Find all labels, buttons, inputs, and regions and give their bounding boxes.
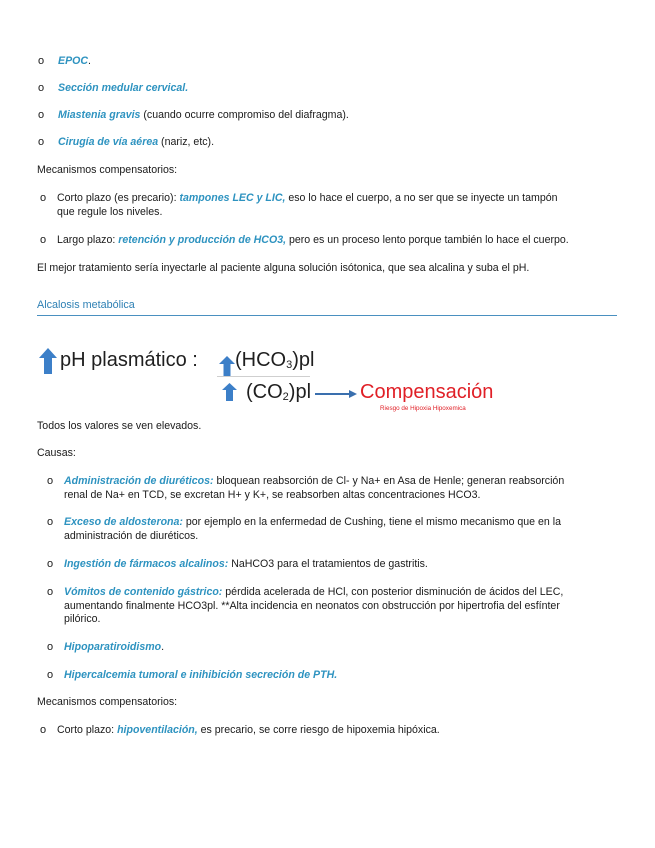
all-values-elevated: Todos los valores se ven elevados. xyxy=(37,420,202,432)
cause-farmacos-alcalinos: Ingestión de fármacos alcalinos: NaHCO3 para el tratamientos de gastritis. xyxy=(64,558,428,570)
right-arrow-icon xyxy=(315,389,357,399)
co2-label: (CO2)pl xyxy=(246,381,312,403)
best-treatment-paragraph: El mejor tratamiento sería inyectarle al paciente alguna solución isótonica, que sea alcalina y suba el pH. xyxy=(37,262,530,274)
list-item: Miastenia gravis (cuando ocurre compromiso del diafragma). xyxy=(58,109,349,121)
cause-hipercalcemia: Hipercalcemia tumoral e inihibición secreción de PTH. xyxy=(64,669,338,681)
compensacion-label: Compensación xyxy=(360,381,494,403)
cause-hipoparatiroidismo: Hipoparatiroidismo. xyxy=(64,641,165,653)
list-item: Sección medular cervical. xyxy=(58,82,189,94)
bullet: o xyxy=(47,516,54,528)
bullet: o xyxy=(47,558,54,570)
fraction-bar xyxy=(217,376,310,377)
mechanisms-title-2: Mecanismos compensatorios: xyxy=(37,696,178,708)
section-heading: Alcalosis metabólica xyxy=(37,299,135,311)
up-arrow-icon xyxy=(218,356,236,376)
bullet: o xyxy=(47,475,54,487)
up-arrow-icon xyxy=(221,383,238,401)
hco3-label: (HCO3)pl xyxy=(235,349,315,371)
causas-title: Causas: xyxy=(37,447,76,459)
cause-vomitos: Vómitos de contenido gástrico: pérdida acelerada de HCl, con posterior disminución de ácidos del LEC, aumentando finalmente HCO3pl. **Alta incidencia en neonatos con obstrucción por hipertrofia del esfínter pilórico. xyxy=(64,586,564,626)
bullet: o xyxy=(47,586,54,598)
bullet: o xyxy=(38,55,45,67)
heading-underline xyxy=(37,315,617,316)
riesgo-caption: Riesgo de Hipoxia Hipoxemica xyxy=(380,405,466,412)
list-item: EPOC. xyxy=(58,55,91,67)
bullet: o xyxy=(38,136,45,148)
bullet: o xyxy=(40,192,47,204)
bullet: o xyxy=(38,82,45,94)
list-item: Cirugía de vía aérea (nariz, etc). xyxy=(58,136,215,148)
mechanism-long-term: Largo plazo: retención y producción de HCO3, pero es un proceso lento porque también lo hace el cuerpo. xyxy=(57,234,569,246)
bullet: o xyxy=(38,109,45,121)
bullet: o xyxy=(40,234,47,246)
cause-aldosterona: Exceso de aldosterona: por ejemplo en la enfermedad de Cushing, tiene el mismo mecanismo que en la administración de diuréticos. xyxy=(64,516,561,542)
mechanisms-title: Mecanismos compensatorios: xyxy=(37,164,178,176)
bullet: o xyxy=(47,669,54,681)
cause-diureticos: Administración de diuréticos: bloquean reabsorción de Cl- y Na+ en Asa de Henle; generan reabsorción renal de Na+ en TCD, se excretan H+ y K+, se reabsorben altas concentraciones HCO3. xyxy=(64,475,565,501)
up-arrow-icon xyxy=(38,348,58,374)
ph-plasmatico-label: pH plasmático : xyxy=(60,349,198,371)
mechanism-short-term: Corto plazo (es precario): tampones LEC y LIC, eso lo hace el cuerpo, a no ser que se inyecte un tampón que regule los niveles. xyxy=(57,192,558,218)
bullet: o xyxy=(40,724,47,736)
mechanism-hipoventilacion: Corto plazo: hipoventilación, es precario, se corre riesgo de hipoxemia hipóxica. xyxy=(57,724,440,736)
bullet: o xyxy=(47,641,54,653)
